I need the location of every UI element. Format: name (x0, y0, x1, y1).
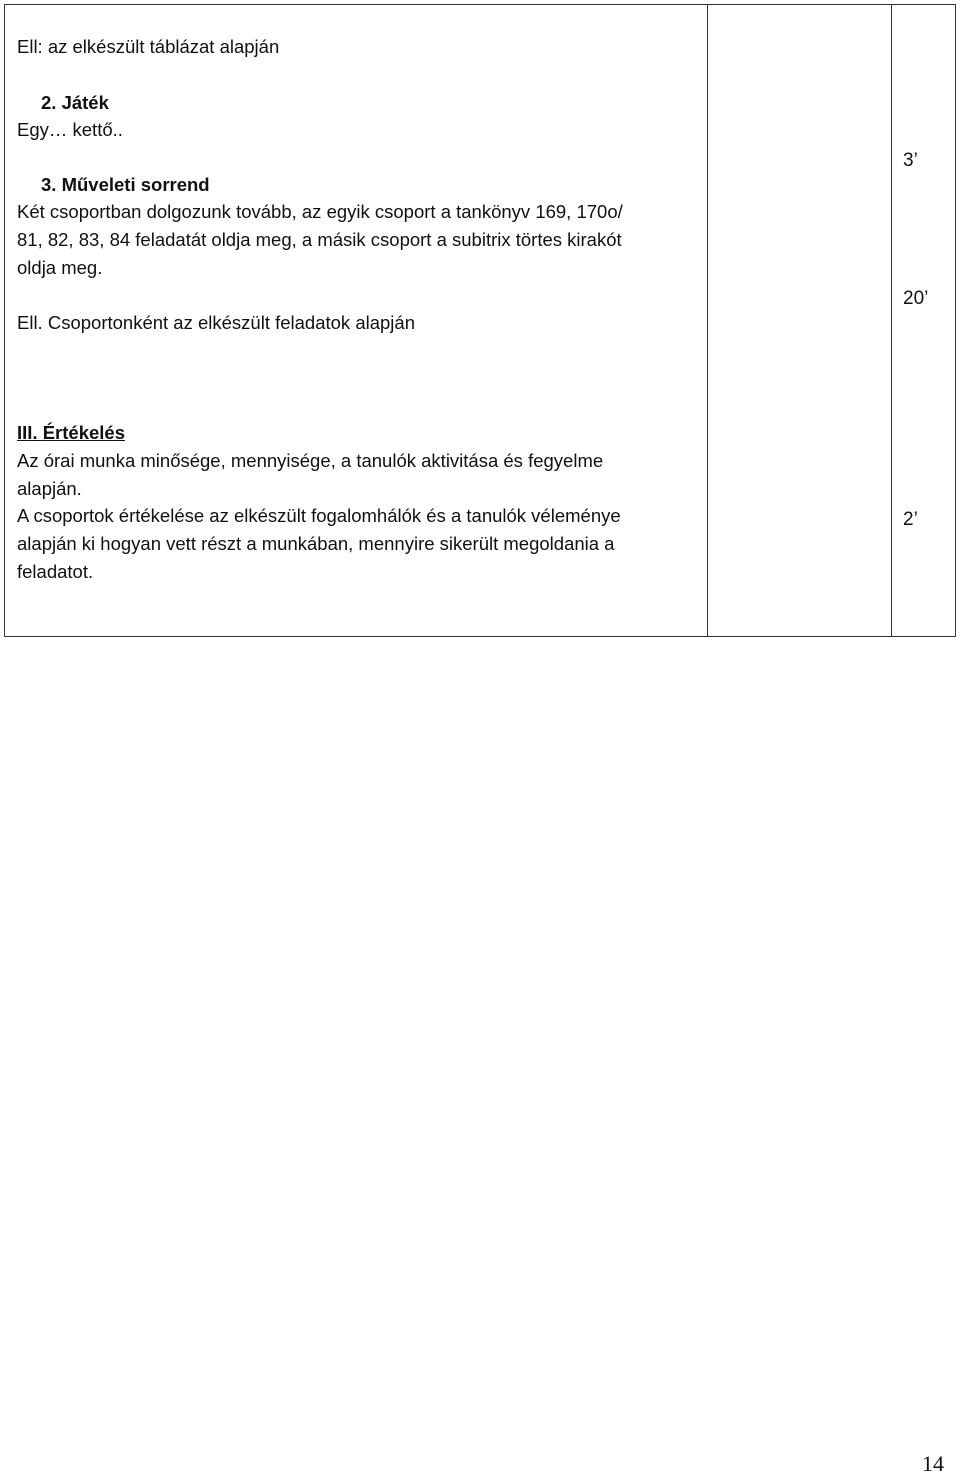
game-heading: 2. Játék (41, 92, 109, 113)
section-title: Értékelés (42, 422, 125, 443)
order-heading: 3. Műveleti sorrend (41, 174, 210, 195)
check-line: Ell. Csoportonként az elkészült feladatok alapján (17, 312, 415, 333)
evaluation-text-line: alapján. (17, 478, 82, 499)
page-number: 14 (922, 1451, 944, 1476)
evaluation-text-line: A csoportok értékelése az elkészült fogalomhálók és a tanulók véleménye (17, 505, 621, 526)
order-line: 81, 82, 83, 84 feladatát oldja meg, a másik csoport a subitrix törtes kirakót (17, 229, 622, 250)
evaluation-text-line: feladatot. (17, 561, 94, 582)
time-allotment: 3’ (903, 150, 918, 171)
time-allotment: 2’ (903, 509, 918, 530)
time-allotment: 20’ (903, 288, 929, 309)
order-line: Két csoportban dolgozunk tovább, az egyik csoport a tankönyv 169, 170o/ (17, 201, 623, 222)
order-line: oldja meg. (17, 257, 103, 278)
column-divider-activity-time (707, 5, 708, 636)
section-heading-evaluation (17, 419, 125, 446)
evaluation-text-line: alapján ki hogyan vett részt a munkában, mennyire sikerült megoldania a (17, 533, 615, 554)
lesson-plan-table (4, 4, 956, 637)
game-text: Egy… kettő.. (17, 119, 123, 140)
section-number: III. (17, 422, 38, 443)
column-divider-time-notes (891, 5, 892, 636)
evaluation-text-line: Az órai munka minősége, mennyisége, a tanulók aktivitása és fegyelme (17, 450, 604, 471)
evaluation-line: Ell: az elkészült táblázat alapján (17, 36, 280, 57)
